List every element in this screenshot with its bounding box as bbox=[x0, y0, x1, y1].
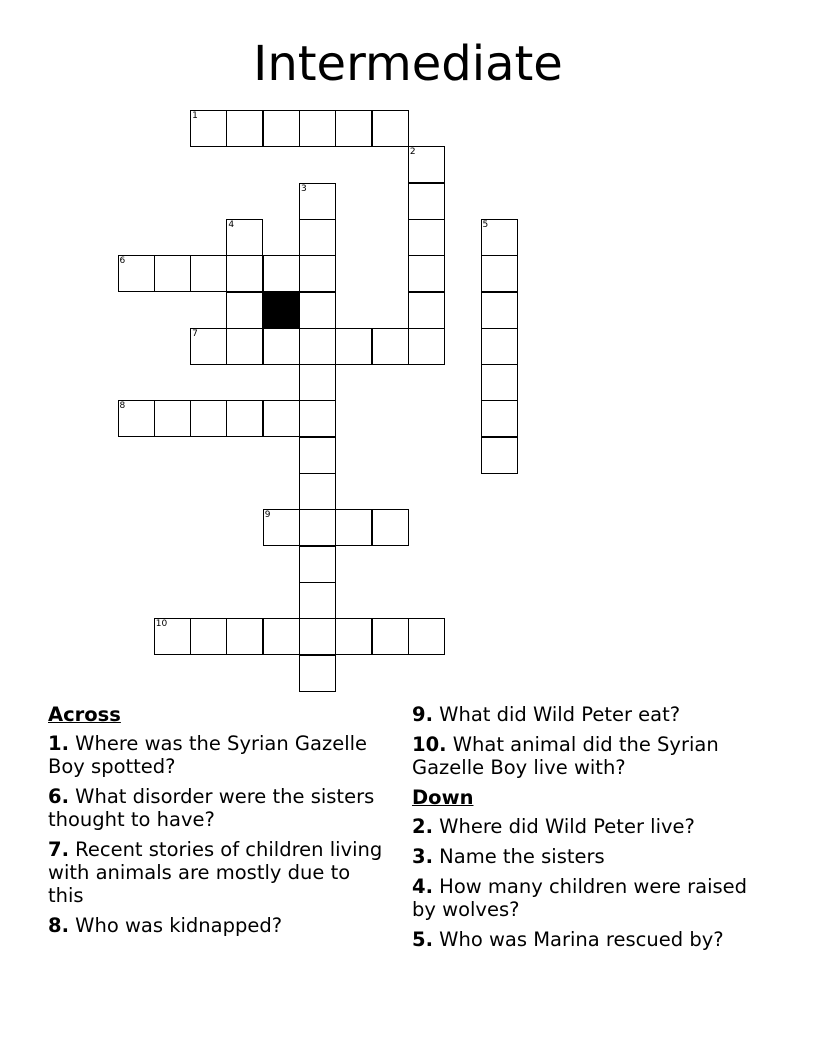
clue-across-8 bbox=[48, 914, 388, 937]
grid-cell[interactable] bbox=[118, 255, 155, 292]
clue-number-label: 1 bbox=[192, 111, 198, 121]
grid-cell[interactable] bbox=[190, 328, 227, 365]
grid-cell[interactable] bbox=[190, 255, 227, 292]
grid-cell[interactable] bbox=[190, 110, 227, 147]
grid-cell[interactable] bbox=[299, 400, 336, 437]
grid-cell[interactable] bbox=[299, 183, 336, 220]
clue-across-6 bbox=[48, 785, 388, 831]
clue-across-7 bbox=[48, 838, 388, 907]
clue-number: 3. bbox=[412, 845, 433, 868]
clue-number: 7. bbox=[48, 838, 69, 861]
clue-text: Where was the Syrian Gazelle Boy spotted? bbox=[48, 732, 368, 778]
grid-cell[interactable] bbox=[335, 328, 372, 365]
clue-text: Where did Wild Peter live? bbox=[432, 815, 695, 838]
grid-cell[interactable] bbox=[263, 255, 300, 292]
grid-cell[interactable] bbox=[299, 655, 336, 692]
clue-number: 10. bbox=[412, 733, 447, 756]
grid-cell[interactable] bbox=[299, 582, 336, 619]
clue-number-label: 6 bbox=[119, 256, 126, 267]
grid-cell[interactable] bbox=[154, 400, 191, 437]
clue-text: Name the sisters bbox=[432, 845, 605, 868]
clue-number: 9. bbox=[412, 703, 433, 726]
grid-cell[interactable] bbox=[118, 400, 155, 437]
grid-cell[interactable] bbox=[408, 183, 445, 220]
clue-number: 6. bbox=[48, 785, 69, 808]
clue-down-4 bbox=[412, 875, 772, 921]
grid-cell[interactable] bbox=[481, 328, 518, 365]
clue-number-label: 10 bbox=[155, 619, 168, 630]
grid-cell[interactable] bbox=[372, 328, 409, 365]
clue-text: Who was Marina rescued by? bbox=[432, 928, 724, 951]
grid-cell[interactable] bbox=[263, 509, 300, 546]
grid-cell[interactable] bbox=[299, 546, 336, 583]
grid-cell[interactable] bbox=[408, 219, 445, 256]
grid-cell[interactable] bbox=[408, 618, 445, 655]
grid-cell[interactable] bbox=[299, 219, 336, 256]
clue-number: 1. bbox=[48, 732, 69, 755]
grid-cell[interactable] bbox=[263, 110, 300, 147]
clue-number-label: 2 bbox=[409, 147, 416, 158]
grid-cell[interactable] bbox=[335, 110, 372, 147]
clue-down-3 bbox=[412, 845, 772, 868]
clue-text: What animal did the Syrian Gazelle Boy live with? bbox=[412, 733, 719, 779]
clue-down-5 bbox=[412, 928, 772, 951]
clue-number: 8. bbox=[48, 914, 69, 937]
grid-cell[interactable] bbox=[372, 110, 409, 147]
grid-cell[interactable] bbox=[481, 437, 518, 474]
clue-number: 4. bbox=[412, 875, 433, 898]
grid-cell[interactable] bbox=[299, 509, 336, 546]
grid-cell[interactable] bbox=[408, 292, 445, 329]
grid-cell[interactable] bbox=[299, 328, 336, 365]
clue-across-1 bbox=[48, 732, 388, 778]
clue-number-label: 4 bbox=[228, 219, 235, 230]
grid-cell[interactable] bbox=[481, 364, 518, 401]
clue-text: Who was kidnapped? bbox=[68, 914, 283, 937]
grid-cell[interactable] bbox=[335, 618, 372, 655]
blocked-cell bbox=[263, 292, 300, 329]
down-heading: Down bbox=[412, 786, 474, 809]
grid-cell[interactable] bbox=[226, 292, 263, 329]
grid-cell[interactable] bbox=[263, 618, 300, 655]
grid-cell[interactable] bbox=[190, 400, 227, 437]
grid-cell[interactable] bbox=[408, 255, 445, 292]
grid-cell[interactable] bbox=[226, 328, 263, 365]
grid-cell[interactable] bbox=[299, 618, 336, 655]
across-heading: Across bbox=[48, 703, 121, 726]
grid-cell[interactable] bbox=[481, 400, 518, 437]
grid-cell[interactable] bbox=[299, 364, 336, 401]
clue-down-2 bbox=[412, 815, 772, 838]
clue-text: What did Wild Peter eat? bbox=[432, 703, 681, 726]
clue-number-label: 3 bbox=[301, 183, 307, 194]
clue-across-9 bbox=[412, 703, 772, 726]
grid-cell[interactable] bbox=[299, 473, 336, 510]
clue-number-label: 7 bbox=[192, 328, 198, 339]
grid-cell[interactable] bbox=[408, 328, 445, 365]
grid-cell[interactable] bbox=[263, 328, 300, 365]
grid-cell[interactable] bbox=[299, 292, 336, 329]
grid-cell[interactable] bbox=[299, 437, 336, 474]
grid-cell[interactable] bbox=[299, 110, 336, 147]
grid-cell[interactable] bbox=[263, 400, 300, 437]
grid-cell[interactable] bbox=[226, 400, 263, 437]
grid-cell[interactable] bbox=[481, 219, 518, 256]
grid-cell[interactable] bbox=[481, 255, 518, 292]
grid-cell[interactable] bbox=[481, 292, 518, 329]
clue-number-label: 8 bbox=[119, 401, 126, 412]
clue-number: 5. bbox=[412, 928, 433, 951]
grid-cell[interactable] bbox=[226, 219, 263, 256]
grid-cell[interactable] bbox=[335, 509, 372, 546]
grid-cell[interactable] bbox=[226, 110, 263, 147]
grid-cell[interactable] bbox=[154, 618, 191, 655]
clues-column-right bbox=[412, 703, 772, 958]
clue-text: What disorder were the sisters thought to have? bbox=[48, 785, 375, 831]
clue-text: Recent stories of children living with animals are mostly due to this bbox=[48, 838, 383, 907]
grid-cell[interactable] bbox=[226, 255, 263, 292]
clue-number-label: 9 bbox=[264, 510, 271, 521]
grid-cell[interactable] bbox=[226, 618, 263, 655]
clue-across-10 bbox=[412, 733, 772, 779]
page-title: Intermediate bbox=[253, 36, 563, 92]
grid-cell[interactable] bbox=[299, 255, 336, 292]
grid-cell[interactable] bbox=[372, 509, 409, 546]
clue-number-label: 5 bbox=[482, 219, 489, 230]
grid-cell[interactable] bbox=[408, 146, 445, 183]
clue-text: How many children were raised by wolves? bbox=[412, 875, 748, 921]
clue-number: 2. bbox=[412, 815, 433, 838]
grid-cell[interactable] bbox=[154, 255, 191, 292]
clues-column-left bbox=[48, 703, 388, 944]
grid-cell[interactable] bbox=[190, 618, 227, 655]
grid-cell[interactable] bbox=[372, 618, 409, 655]
